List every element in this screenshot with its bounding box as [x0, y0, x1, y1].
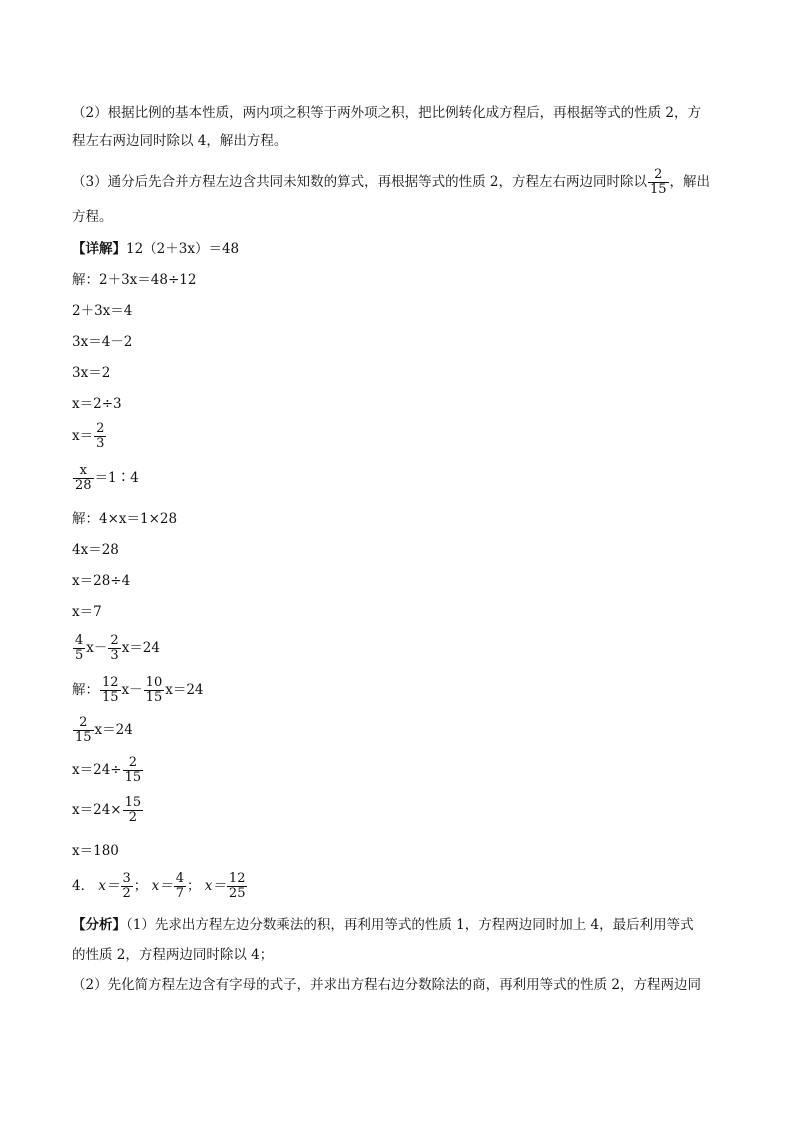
fraction	[100, 676, 121, 705]
text: x＝24	[121, 640, 160, 656]
text: x＝24÷	[72, 762, 122, 778]
numerator: 12	[228, 871, 246, 886]
text: x＝	[151, 878, 173, 894]
solution-step	[72, 796, 144, 825]
numerator: 2	[96, 421, 105, 436]
denominator: 3	[96, 436, 105, 451]
fraction	[227, 872, 248, 901]
fraction	[648, 168, 669, 197]
text: x－	[121, 682, 143, 698]
fraction	[73, 716, 94, 745]
denominator: 15	[145, 690, 163, 705]
fraction	[108, 634, 120, 663]
solution-step: 解：2＋3x＝48÷12	[72, 272, 197, 288]
numerator: 2	[73, 716, 94, 731]
numerator: 15	[124, 795, 142, 810]
text-line: 程左右两边同时除以 4，解出方程。	[72, 133, 288, 149]
detail-heading	[72, 240, 239, 258]
equation-line	[72, 464, 139, 493]
solution-step: 3x＝2	[72, 365, 111, 381]
numerator: 2	[110, 633, 119, 648]
question-number: 4．	[72, 878, 95, 894]
text-line: （2）先化简方程左边含有字母的式子，并求出方程右边分数除法的商，再利用等式的性质 2，方程两边同	[72, 977, 701, 993]
analysis-line	[72, 916, 694, 934]
question-4-answer	[72, 872, 248, 901]
fraction	[123, 756, 144, 785]
numerator: 2	[123, 756, 144, 771]
solution-step: x＝2÷3	[72, 396, 122, 412]
denominator: 25	[228, 886, 246, 901]
text: x－	[86, 640, 108, 656]
text: （3）通分后先合并方程左边含共同未知数的算式，再根据等式的性质 2，方程左右两边同时除以	[72, 174, 647, 190]
denominator: 2	[128, 810, 138, 825]
equation-line	[72, 634, 160, 663]
numerator: 10	[145, 675, 163, 690]
analysis-paragraph-3-line1	[72, 168, 710, 197]
fraction	[123, 796, 144, 825]
numerator: 3	[122, 871, 131, 886]
denominator: 15	[75, 730, 92, 745]
solution-step	[72, 676, 204, 705]
numerator: 2	[648, 168, 669, 183]
analysis-label: 【分析】	[72, 917, 126, 933]
solution-step: 3x＝4－2	[72, 334, 133, 350]
equation: 12（2＋3x）＝48	[126, 241, 240, 257]
numerator: x	[73, 464, 94, 479]
denominator: 2	[122, 886, 131, 901]
separator: ；	[187, 878, 201, 894]
denominator: 28	[75, 478, 92, 493]
text: 解：	[72, 682, 99, 698]
solution-step: 4x＝28	[72, 542, 119, 558]
denominator: 15	[102, 690, 119, 705]
text: ，解出	[669, 174, 711, 190]
fraction	[73, 634, 85, 663]
denominator: 5	[75, 648, 84, 663]
denominator: 3	[110, 648, 119, 663]
fraction	[174, 872, 186, 901]
fraction	[73, 464, 94, 493]
text: x＝24×	[72, 802, 122, 818]
solution-step: 解：4×x＝1×28	[72, 511, 178, 527]
solution-step: x＝28÷4	[72, 573, 131, 589]
separator: ；	[133, 878, 148, 894]
numerator: 12	[102, 675, 119, 690]
denominator: 15	[124, 770, 142, 785]
text: x＝	[98, 878, 120, 894]
fraction	[144, 676, 165, 705]
text: x＝24	[94, 722, 133, 738]
fraction	[121, 872, 133, 901]
text-line: （2）根据比例的基本性质，两内项之积等于两外项之积，把比例转化成方程后，再根据等式的性质 2，方	[72, 105, 701, 121]
solution-step: x＝180	[72, 843, 119, 859]
solution-step: x＝7	[72, 604, 102, 620]
detail-label: 【详解】	[72, 241, 126, 257]
denominator: 15	[649, 182, 667, 197]
text: x＝	[72, 428, 94, 444]
text-line: 方程。	[72, 209, 113, 225]
numerator: 4	[175, 871, 184, 886]
solution-step	[72, 756, 144, 785]
analysis-paragraph-2	[72, 104, 722, 150]
fraction	[94, 422, 106, 451]
denominator: 7	[175, 886, 184, 901]
solution-step	[72, 716, 133, 745]
numerator: 4	[75, 633, 84, 648]
text: x＝24	[165, 682, 204, 698]
text: （1）先求出方程左边分数乘法的积，再利用等式的性质 1，方程两边同时加上 4，最后利用等式	[126, 917, 694, 933]
text-line: 的性质 2，方程两边同时除以 4；	[72, 947, 274, 963]
text: ＝1∶4	[94, 470, 139, 486]
solution-step: 2＋3x＝4	[72, 303, 133, 319]
text: x＝	[204, 878, 226, 894]
solution-step	[72, 422, 107, 451]
